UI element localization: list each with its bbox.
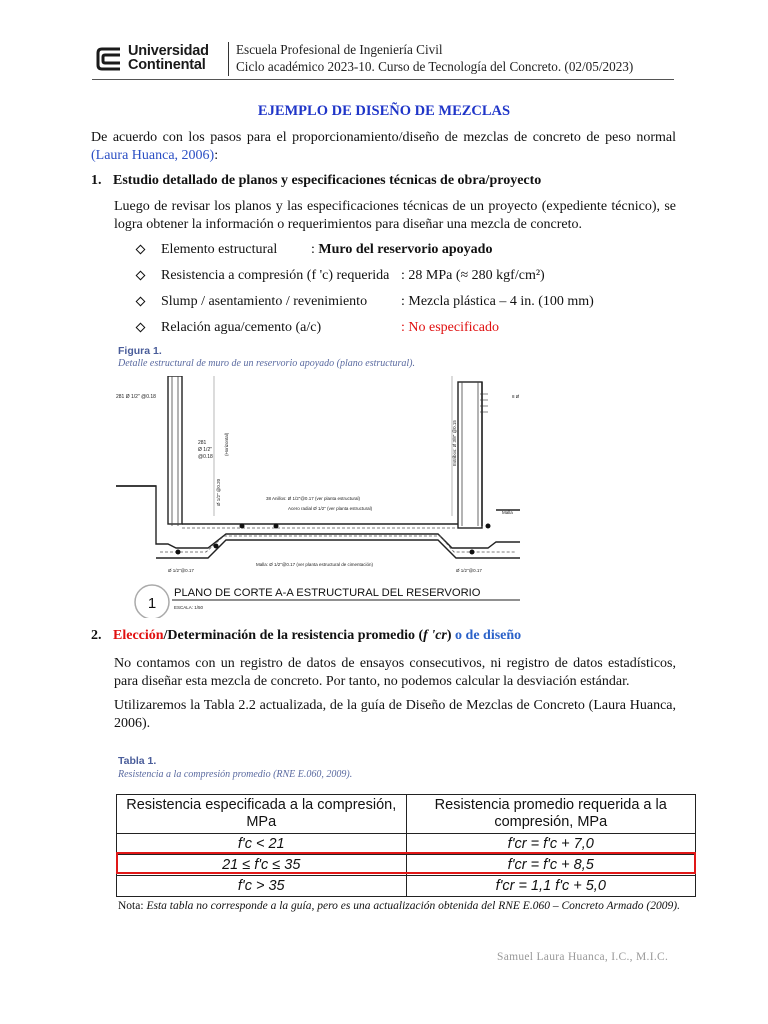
intro-colon: : xyxy=(214,147,219,163)
drawing-note: 281 xyxy=(198,440,207,446)
drawing-note: @0.18 xyxy=(198,454,213,460)
university-logo xyxy=(96,44,220,74)
table-row xyxy=(117,876,696,897)
drawing-scale: ESCALA: 1/50 xyxy=(174,605,204,610)
section2-heading xyxy=(91,628,521,644)
note-text: Esta tabla no corresponde a la guía, pero es una actualización obtenida del RNE E.060 – Concreto Armado (2009). xyxy=(146,900,680,912)
section2-title-red: Elección xyxy=(113,628,164,643)
section2-title-close: ) xyxy=(446,628,452,643)
drawing-note: Ø 1/2"@0.17 xyxy=(456,568,482,573)
bullet-sep: : xyxy=(401,294,405,309)
drawing-title: PLANO DE CORTE A-A ESTRUCTURAL DEL RESERVORIO xyxy=(174,587,481,599)
table-header: Resistencia especificada a la compresión, MPa xyxy=(117,795,407,834)
logo-text xyxy=(128,44,209,72)
diamond-bullet-icon xyxy=(136,245,146,255)
table-note xyxy=(118,899,688,914)
section2-paragraph-2: Utilizaremos la Tabla 2.2 actualizada, de la guía de Diseño de Mezclas de Concreto (Laura Huanca, 2006). xyxy=(114,698,676,731)
highlight-box xyxy=(116,852,696,874)
drawing-note: 8 Ø xyxy=(512,394,520,399)
strength-table xyxy=(116,794,696,897)
table-cell: f'c > 35 xyxy=(117,876,407,897)
table-header: Resistencia promedio requerida a la compresión, MPa xyxy=(406,795,696,834)
section1-heading xyxy=(91,173,541,189)
header-text xyxy=(236,42,633,75)
structural-drawing xyxy=(116,376,520,618)
table-label: Tabla 1. xyxy=(118,755,157,767)
intro-paragraph xyxy=(91,129,676,164)
table-cell: 21 ≤ f'c ≤ 35 xyxy=(117,855,407,876)
drawing-note: Ø 1/2" xyxy=(198,447,213,453)
drawing-note: Acero radial Ø 1/2" (ver planta estructural) xyxy=(288,506,373,511)
section2-fcr: f 'cr xyxy=(423,628,447,643)
bullet-label: Relación agua/cemento (a/c) xyxy=(161,320,322,335)
section1-title: Estudio detallado de planos y especificaciones técnicas de obra/proyecto xyxy=(113,173,542,188)
drawing-note: 38 Anillos: Ø 1/2"@0.17 (ver planta estructural) xyxy=(266,496,360,501)
diamond-bullet-icon xyxy=(136,271,146,281)
drawing-note: Malla xyxy=(502,510,513,515)
drawing-note: (Horizontal) xyxy=(224,432,229,456)
header-course: Ciclo académico 2023-10. Curso de Tecnología del Concreto. (02/05/2023) xyxy=(236,58,634,74)
table-cell: f'cr = 1,1 f'c + 5,0 xyxy=(406,876,696,897)
bullet-value: Mezcla plástica – 4 in. (100 mm) xyxy=(408,294,594,309)
header-divider xyxy=(228,42,229,76)
left-wall xyxy=(168,376,182,524)
section2-paragraph-1: No contamos con un registro de datos de ensayos consecutivos, ni registro de datos estadísticos, para diseñar esta mezcla de concreto. Por tanto, no podemos calcular la desviación estándar. xyxy=(114,656,676,689)
drawing-note: Malla: Ø 1/2"@0.17 (ver planta estructural de cimentación) xyxy=(256,562,373,567)
bullet-label: Elemento estructural xyxy=(161,242,278,257)
figure-caption: Detalle estructural de muro de un reservorio apoyado (plano estructural). xyxy=(118,358,415,369)
section2-number: 2. xyxy=(91,628,102,643)
bullet-label: Slump / asentamiento / revenimiento xyxy=(161,294,368,309)
diamond-bullet-icon xyxy=(136,297,146,307)
page-title: EJEMPLO DE DISEÑO DE MEZCLAS xyxy=(257,103,511,119)
bullet-sep: : xyxy=(401,320,405,335)
table-cell: f'c < 21 xyxy=(117,834,407,855)
logo-line2: Continental xyxy=(128,57,206,73)
bullet-value: 28 MPa (≈ 280 kgf/cm²) xyxy=(408,268,545,283)
drawing-note: Estribos: Ø 3/8" @0.15 xyxy=(452,420,457,466)
page-header xyxy=(92,38,674,80)
diamond-bullet-icon xyxy=(136,323,146,333)
bullet-sep: : xyxy=(401,268,405,283)
drawing-note: 281 Ø 1/2" @0.18 xyxy=(116,394,156,400)
intro-reference-link[interactable]: (Laura Huanca, 2006) xyxy=(91,147,215,163)
bullet-label: Resistencia a compresión (f 'c) requerida xyxy=(161,268,390,283)
logo-line1: Universidad xyxy=(128,43,209,59)
section2-title-blue: o de diseño xyxy=(451,628,522,643)
logo-icon xyxy=(96,46,122,72)
drawing-note: Ø 1/2" @0.20 xyxy=(216,478,221,506)
table-cell: f'cr = f'c + 7,0 xyxy=(406,834,696,855)
section2-title-mid: /Determinación de la resistencia promedio ( xyxy=(163,628,424,643)
figure-label: Figura 1. xyxy=(118,345,162,357)
page-footer: Samuel Laura Huanca, I.C., M.I.C. xyxy=(497,951,669,963)
table-header-row xyxy=(117,795,696,834)
drawing-number: 1 xyxy=(147,595,157,612)
section1-number: 1. xyxy=(91,173,102,188)
note-label: Nota: xyxy=(118,900,147,912)
bullet-value: Muro del reservorio apoyado xyxy=(318,242,493,257)
header-school: Escuela Profesional de Ingeniería Civil xyxy=(236,42,443,57)
bullet-value: No especificado xyxy=(408,320,499,335)
intro-text: De acuerdo con los pasos para el proporcionamiento/diseño de mezclas de concreto de peso normal xyxy=(91,130,676,145)
bullet-sep: : xyxy=(311,242,315,257)
section1-paragraph: Luego de revisar los planos y las especificaciones técnicas de un proyecto (expediente técnico), se logra obtener la información o requerimientos para diseñar una mezcla de concreto. xyxy=(114,199,676,232)
table-cell: f'cr = f'c + 8,5 xyxy=(406,855,696,876)
table-caption: Resistencia a la compresión promedio (RNE E.060, 2009). xyxy=(118,769,353,780)
drawing-note: Ø 1/2"@0.17 xyxy=(168,568,194,573)
